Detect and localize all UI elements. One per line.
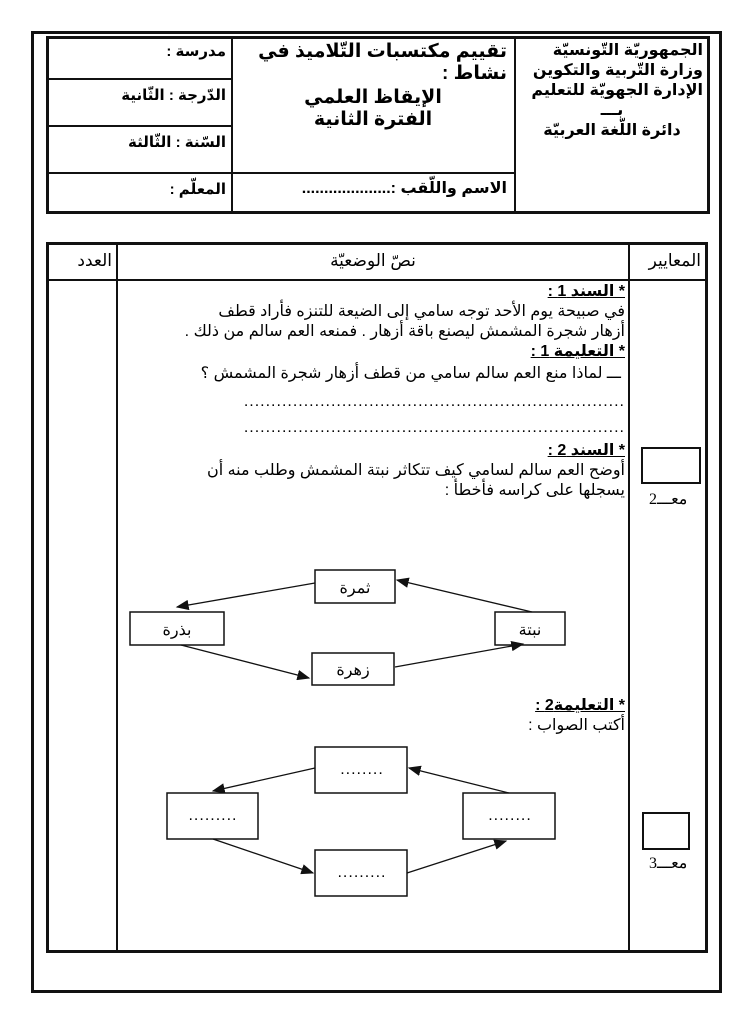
arrow-right-to-top <box>409 768 509 793</box>
situation-column-header: نصّ الوضعيّة <box>330 251 416 270</box>
assessment-table <box>46 242 708 953</box>
ministry-block <box>517 41 707 141</box>
instruction1-title: * التعليمة 1 : <box>530 343 625 360</box>
activity-label: نشاط : <box>442 63 507 84</box>
header-left-row-divider <box>49 125 233 127</box>
ministry-name: وزارة التّربية والتكوين <box>532 62 703 79</box>
header-row-divider <box>49 279 706 281</box>
criteria-column-divider <box>628 245 630 951</box>
sanad2-text-line2: يسجلها على كراسه فأخطأ : <box>444 482 625 499</box>
instruction2-block <box>121 696 625 736</box>
regional-location: بـــ <box>600 102 624 119</box>
department-name: دائرة اللّغة العربيّة <box>543 122 681 139</box>
arrow-bottom-to-right <box>395 644 523 667</box>
cycle-label-left: بذرة <box>162 622 192 639</box>
arrow-right-to-top <box>397 580 532 612</box>
criteria-column-header: المعايير <box>648 251 701 270</box>
instruction2-text: أكتب الصواب : <box>528 717 625 734</box>
answer-line-1[interactable]: ...................................................................... <box>243 393 625 410</box>
criterion-3-label: معـــ3 <box>649 855 688 872</box>
answer-cycle-diagram <box>121 742 625 912</box>
evaluation-title-block <box>235 41 511 131</box>
answer-blank-left: ......... <box>188 807 238 824</box>
year-field: السّنة : الثّالثة <box>128 134 226 151</box>
arrow-top-to-left <box>177 583 315 607</box>
arrow-top-to-left <box>213 768 315 791</box>
subject-name: الإيقاظ العلمي <box>304 87 442 108</box>
header-left-row-divider <box>49 172 233 174</box>
teacher-field: المعلّم : <box>169 181 226 198</box>
sanad1-text-line2: أزهار شجرة المشمش ليصنع باقة أزهار . فمنعه العم سالم من ذلك . <box>184 323 625 340</box>
sanad2-text-line1: أوضح العم سالم لسامي كيف تتكاثر نبتة المشمش وطلب منه أن <box>206 462 625 479</box>
situation-content <box>121 282 625 501</box>
criterion-2-label: معـــ2 <box>649 491 688 508</box>
arrow-left-to-bottom <box>181 645 309 678</box>
school-field: مدرسة : <box>166 43 226 60</box>
header-center-row-divider <box>231 172 516 174</box>
score-column-header: العدد <box>77 251 112 270</box>
criterion-3-score-box[interactable] <box>642 812 690 850</box>
evaluation-title: تقييم مكتسبات التّلاميذ في <box>258 41 507 62</box>
arrow-bottom-to-right <box>407 841 506 873</box>
answer-blank-bottom: ......... <box>337 864 387 881</box>
criterion-2-score-box[interactable] <box>641 447 701 484</box>
arrow-left-to-bottom <box>213 839 313 873</box>
sanad1-text-line1: في صبيحة يوم الأحد توجه سامي إلى الضيعة للتنزه فأراد قطف <box>218 303 625 320</box>
cycle-label-right: نبتة <box>518 622 542 639</box>
cycle-label-top: ثمرة <box>339 580 371 597</box>
instruction1-question: ـــ لماذا منع العم سالم سامي من قطف أزهار شجرة المشمش ؟ <box>200 365 621 382</box>
student-name-field[interactable]: الاسم واللّقب :.................... <box>301 180 507 197</box>
republic-name: الجمهوريّة التّونسيّة <box>552 42 703 59</box>
period-name: الفترة الثانية <box>313 109 433 130</box>
answer-blank-top: ........ <box>340 761 384 778</box>
answer-line-2[interactable]: ...................................................................... <box>243 419 625 436</box>
answer-blank-right: ........ <box>488 807 532 824</box>
reproduction-cycle-diagram <box>121 565 625 695</box>
regional-admin: الإدارة الجهويّة للتعليم <box>531 82 703 99</box>
sanad2-title: * السند 2 : <box>547 442 625 459</box>
header-left-row-divider <box>49 78 233 80</box>
instruction2-title: * التعليمة2 : <box>535 697 625 714</box>
header-table <box>46 36 710 214</box>
sanad1-title: * السند 1 : <box>547 283 625 300</box>
grade-field: الدّرجة : الثّانية <box>121 87 226 104</box>
score-column-divider <box>116 245 118 951</box>
header-divider-right <box>514 39 516 211</box>
cycle-label-bottom: زهرة <box>336 662 370 679</box>
